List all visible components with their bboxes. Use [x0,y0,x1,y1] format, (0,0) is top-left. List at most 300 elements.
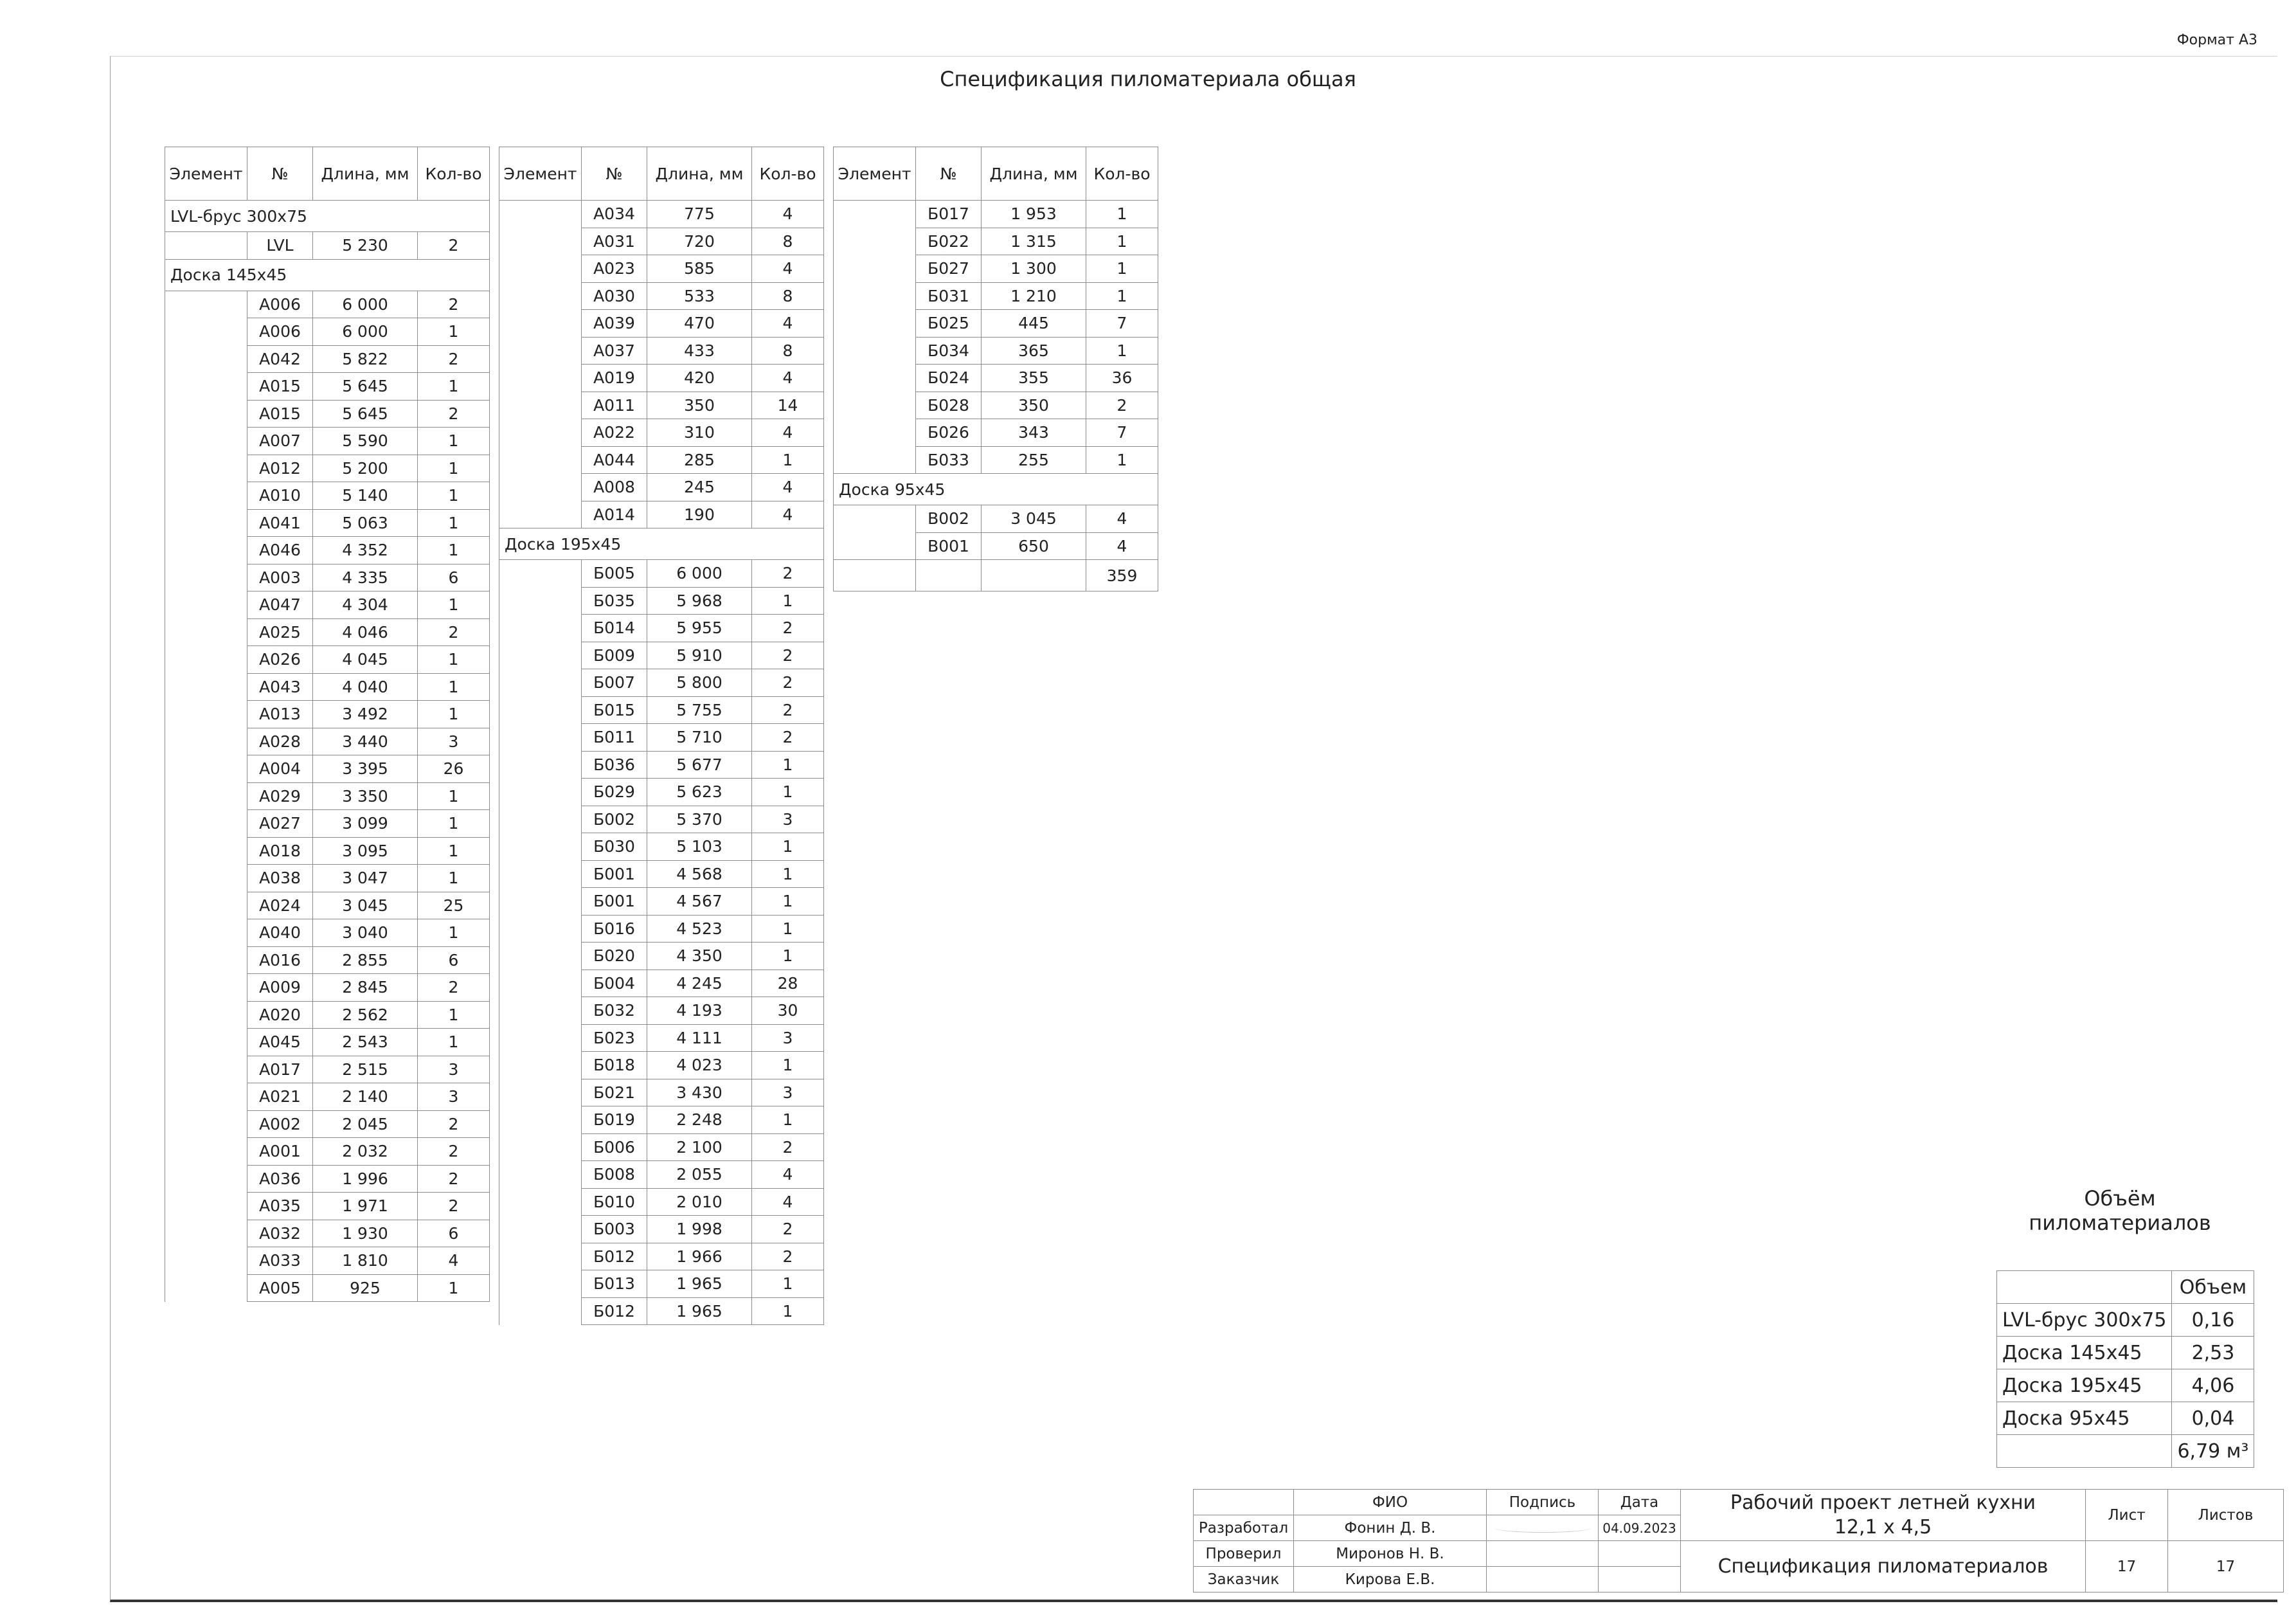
part-length: 2 248 [647,1106,752,1134]
part-length: 1 966 [647,1243,752,1270]
document-title: Спецификация пиломатериала общая [940,67,1356,91]
part-count: 3 [752,806,824,833]
total-empty-cell [916,560,982,591]
part-count: 2 [752,615,824,642]
part-length: 3 350 [313,782,418,810]
part-count: 2 [1086,392,1158,419]
part-count: 2 [752,642,824,669]
volume-value: 2,53 [2172,1337,2254,1369]
part-length: 5 955 [647,615,752,642]
part-count: 1 [418,1001,490,1029]
stamp-customer-sign [1487,1567,1599,1592]
part-length: 5 822 [313,345,418,373]
part-number: Б009 [582,642,647,669]
part-length: 445 [982,310,1086,338]
stamp-sheet-num: 17 [2086,1541,2168,1592]
part-count: 2 [752,560,824,588]
part-number: А034 [582,201,647,228]
volume-total: 6,79 м³ [2172,1435,2254,1468]
part-count: 1 [1086,255,1158,283]
part-count: 1 [752,860,824,888]
part-number: Б012 [582,1243,647,1270]
part-number: Б011 [582,724,647,752]
part-count: 6 [418,946,490,974]
part-count: 1 [752,587,824,615]
part-number: Б019 [582,1106,647,1134]
part-length: 4 335 [313,564,418,591]
volume-row [1997,1337,2254,1369]
column-header: № [247,147,313,201]
part-number: А032 [247,1220,313,1247]
part-count: 3 [418,728,490,755]
part-length: 285 [647,446,752,474]
part-number: Б014 [582,615,647,642]
group-name: Доска 145x45 [165,259,490,291]
volume-value: 4,06 [2172,1369,2254,1402]
part-count: 1 [418,865,490,892]
part-length: 1 996 [313,1165,418,1193]
part-length: 470 [647,310,752,338]
part-count: 3 [418,1056,490,1083]
column-header: Кол-во [752,147,824,201]
part-length: 2 100 [647,1133,752,1161]
part-number: А023 [582,255,647,283]
part-count: 2 [418,291,490,318]
part-number: А006 [247,291,313,318]
part-length: 2 045 [313,1110,418,1138]
volume-row [1997,1304,2254,1337]
volume-value: 0,16 [2172,1304,2254,1337]
part-count: 4 [752,474,824,501]
part-number: Б031 [916,282,982,310]
part-length: 5 755 [647,696,752,724]
part-length: 5 910 [647,642,752,669]
part-length: 190 [647,501,752,528]
part-length: 4 350 [647,943,752,970]
part-number: А002 [247,1110,313,1138]
part-number: А041 [247,509,313,537]
volume-material: Доска 195x45 [1997,1369,2172,1402]
column-header: Кол-во [1086,147,1158,201]
part-number: Б016 [582,915,647,943]
part-number: А027 [247,810,313,838]
part-count: 2 [418,400,490,428]
part-length: 3 045 [313,892,418,919]
part-number: А021 [247,1083,313,1111]
part-length: 3 047 [313,865,418,892]
part-count: 1 [752,1270,824,1298]
part-number: А015 [247,373,313,401]
part-count: 7 [1086,310,1158,338]
volume-corner [1997,1271,2172,1304]
part-count: 1 [1086,228,1158,255]
part-count: 4 [752,201,824,228]
part-number: А037 [582,337,647,365]
part-count: 1 [418,373,490,401]
part-number: Б010 [582,1188,647,1216]
part-count: 1 [752,779,824,806]
part-length: 4 193 [647,997,752,1025]
part-number: А006 [247,318,313,346]
part-number: Б017 [916,201,982,228]
part-length: 4 567 [647,888,752,916]
part-length: 433 [647,337,752,365]
part-number: Б035 [582,587,647,615]
volume-header: Объем [2172,1271,2254,1304]
part-number: Б007 [582,669,647,697]
volume-total-row [1997,1435,2254,1468]
part-count: 1 [752,833,824,861]
part-length: 3 099 [313,810,418,838]
volume-material: LVL-брус 300x75 [1997,1304,2172,1337]
stamp-sheets-total: 17 [2168,1541,2284,1592]
part-number: Б027 [916,255,982,283]
part-number: Б026 [916,419,982,447]
part-length: 1 965 [647,1297,752,1325]
part-number: А013 [247,701,313,728]
table-row [499,201,824,228]
part-count: 1 [752,1052,824,1079]
part-count: 2 [418,618,490,646]
part-count: 1 [418,701,490,728]
part-length: 350 [647,392,752,419]
part-count: 1 [418,782,490,810]
part-count: 6 [418,1220,490,1247]
part-number: Б012 [582,1297,647,1325]
header-row [834,147,1158,201]
part-length: 775 [647,201,752,228]
part-number: Б034 [916,337,982,365]
part-length: 1 965 [647,1270,752,1298]
part-count: 1 [418,591,490,619]
part-length: 585 [647,255,752,283]
part-number: А030 [582,282,647,310]
part-length: 1 210 [982,282,1086,310]
part-count: 1 [418,837,490,865]
group-name: LVL-брус 300x75 [165,201,490,232]
part-length: 4 245 [647,970,752,997]
part-length: 2 515 [313,1056,418,1083]
stamp-col-fio: ФИО [1294,1490,1487,1515]
part-length: 5 645 [313,400,418,428]
part-number: Б008 [582,1161,647,1189]
column-header: № [582,147,647,201]
part-length: 3 045 [982,505,1086,533]
part-length: 4 568 [647,860,752,888]
part-count: 1 [1086,446,1158,474]
part-number: В001 [916,532,982,560]
column-header: Длина, мм [982,147,1086,201]
part-length: 3 095 [313,837,418,865]
part-count: 1 [752,1106,824,1134]
part-count: 4 [752,419,824,447]
part-number: А019 [582,365,647,392]
part-length: 5 645 [313,373,418,401]
part-count: 1 [418,1274,490,1302]
part-length: 4 023 [647,1052,752,1079]
stamp-col-date: Дата [1599,1490,1681,1515]
part-length: 4 352 [313,537,418,564]
column-header: Элемент [499,147,582,201]
part-number: А031 [582,228,647,255]
stamp-project-line1: Рабочий проект летней кухни [1730,1491,2036,1514]
part-number: Б006 [582,1133,647,1161]
part-number: А008 [582,474,647,501]
part-number: А015 [247,400,313,428]
part-length: 925 [313,1274,418,1302]
part-length: 5 230 [313,232,418,260]
volume-value: 0,04 [2172,1402,2254,1435]
part-count: 1 [418,1029,490,1056]
part-length: 6 000 [647,560,752,588]
part-number: Б024 [916,365,982,392]
stamp-sheet-title: Спецификация пиломатериалов [1681,1541,2086,1592]
part-number: В002 [916,505,982,533]
part-length: 255 [982,446,1086,474]
part-length: 5 200 [313,455,418,482]
stamp-sheet-label: Лист [2086,1490,2168,1541]
stamp-signature [1487,1515,1599,1541]
part-count: 4 [752,365,824,392]
part-length: 3 395 [313,755,418,783]
part-length: 4 040 [313,673,418,701]
part-number: Б032 [582,997,647,1025]
part-number: Б023 [582,1024,647,1052]
part-length: 3 492 [313,701,418,728]
part-length: 3 040 [313,919,418,947]
part-count: 1 [418,482,490,510]
part-length: 6 000 [313,291,418,318]
part-length: 2 010 [647,1188,752,1216]
part-number: А024 [247,892,313,919]
part-length: 1 810 [313,1247,418,1275]
part-length: 5 710 [647,724,752,752]
group-name: Доска 195x45 [499,528,824,560]
column-header: Длина, мм [647,147,752,201]
spec-table-3 [833,147,1158,591]
part-count: 1 [1086,201,1158,228]
part-count: 8 [752,228,824,255]
part-number: А017 [247,1056,313,1083]
group-row [165,201,490,232]
part-count: 1 [418,810,490,838]
part-length: 420 [647,365,752,392]
stamp-corner [1194,1490,1294,1515]
element-cell [834,505,916,560]
stamp-project [1681,1490,2086,1541]
part-count: 1 [752,1297,824,1325]
volume-header-row [1997,1271,2254,1304]
volume-title: Объём пиломатериалов [2029,1186,2211,1235]
part-length: 5 103 [647,833,752,861]
part-number: Б036 [582,751,647,779]
part-number: Б002 [582,806,647,833]
part-length: 4 304 [313,591,418,619]
part-count: 1 [752,446,824,474]
part-length: 2 845 [313,974,418,1002]
part-count: 28 [752,970,824,997]
stamp-checked-date [1599,1541,1681,1567]
part-count: 4 [752,501,824,528]
part-count: 1 [418,537,490,564]
part-length: 365 [982,337,1086,365]
part-count: 1 [418,318,490,346]
part-length: 4 111 [647,1024,752,1052]
part-number: А011 [582,392,647,419]
element-cell [499,560,582,1325]
part-length: 2 055 [647,1161,752,1189]
part-count: 8 [752,337,824,365]
part-length: 245 [647,474,752,501]
part-count: 2 [752,724,824,752]
table-row [165,291,490,318]
part-count: 1 [418,428,490,455]
part-number: Б018 [582,1052,647,1079]
part-number: А012 [247,455,313,482]
volume-total-empty [1997,1435,2172,1468]
part-number: Б015 [582,696,647,724]
part-number: А026 [247,646,313,674]
title-block [1193,1489,2284,1592]
part-number: А028 [247,728,313,755]
part-length: 1 930 [313,1220,418,1247]
part-count: 4 [752,1161,824,1189]
part-length: 5 677 [647,751,752,779]
part-count: 1 [418,646,490,674]
table-row [834,201,1158,228]
part-number: Б022 [916,228,982,255]
part-count: 4 [752,1188,824,1216]
part-count: 25 [418,892,490,919]
part-number: А003 [247,564,313,591]
table-row [834,505,1158,533]
total-count: 359 [1086,560,1158,591]
part-number: Б029 [582,779,647,806]
part-length: 2 562 [313,1001,418,1029]
stamp-col-sign: Подпись [1487,1490,1599,1515]
part-number: А009 [247,974,313,1002]
sheet-format-label: Формат А3 [2176,32,2257,48]
table-row [499,560,824,588]
part-number: Б021 [582,1079,647,1106]
stamp-checked-sign [1487,1541,1599,1567]
volume-material: Доска 145x45 [1997,1337,2172,1369]
part-count: 1 [1086,282,1158,310]
part-count: 4 [752,255,824,283]
part-length: 5 623 [647,779,752,806]
part-length: 4 523 [647,915,752,943]
part-length: 720 [647,228,752,255]
part-count: 4 [1086,532,1158,560]
part-number: А005 [247,1274,313,1302]
part-count: 1 [418,455,490,482]
part-count: 26 [418,755,490,783]
part-length: 2 543 [313,1029,418,1056]
part-number: А007 [247,428,313,455]
part-number: LVL [247,232,313,260]
part-number: А029 [247,782,313,810]
part-number: Б030 [582,833,647,861]
part-number: А016 [247,946,313,974]
part-count: 1 [752,943,824,970]
part-number: Б001 [582,860,647,888]
part-length: 2 855 [313,946,418,974]
part-number: Б025 [916,310,982,338]
part-length: 3 430 [647,1079,752,1106]
header-row [499,147,824,201]
part-count: 2 [752,1133,824,1161]
part-count: 2 [752,669,824,697]
total-empty-cell [834,560,916,591]
part-count: 2 [418,345,490,373]
part-number: А033 [247,1247,313,1275]
part-number: Б005 [582,560,647,588]
spec-table-1 [165,147,490,1302]
table-row [165,232,490,260]
part-number: Б013 [582,1270,647,1298]
part-length: 1 998 [647,1216,752,1243]
volume-material: Доска 95x45 [1997,1402,2172,1435]
part-number: А035 [247,1193,313,1220]
column-header: Кол-во [418,147,490,201]
part-count: 1 [418,919,490,947]
stamp-developed-label: Разработал [1194,1515,1294,1541]
part-number: Б028 [916,392,982,419]
part-length: 3 440 [313,728,418,755]
part-length: 343 [982,419,1086,447]
part-count: 30 [752,997,824,1025]
part-length: 350 [982,392,1086,419]
column-header: Длина, мм [313,147,418,201]
volume-table [1996,1270,2254,1468]
part-count: 4 [752,310,824,338]
group-row [499,528,824,560]
part-length: 1 315 [982,228,1086,255]
part-length: 5 140 [313,482,418,510]
part-length: 355 [982,365,1086,392]
part-number: А025 [247,618,313,646]
spec-table-2 [499,147,824,1325]
total-row [834,560,1158,591]
element-cell [834,201,916,474]
stamp-customer-name: Кирова Е.В. [1294,1567,1487,1592]
part-count: 36 [1086,365,1158,392]
part-length: 650 [982,532,1086,560]
part-length: 1 971 [313,1193,418,1220]
stamp-developed-date: 04.09.2023 [1599,1515,1681,1541]
part-count: 1 [418,509,490,537]
part-number: А036 [247,1165,313,1193]
part-length: 310 [647,419,752,447]
part-number: А040 [247,919,313,947]
part-number: А043 [247,673,313,701]
stamp-project-line2: 12,1 х 4,5 [1834,1515,1932,1538]
part-count: 4 [418,1247,490,1275]
part-length: 2 032 [313,1138,418,1166]
part-count: 3 [418,1083,490,1111]
part-number: А018 [247,837,313,865]
part-length: 1 300 [982,255,1086,283]
part-count: 1 [752,915,824,943]
part-count: 2 [418,232,490,260]
part-number: Б004 [582,970,647,997]
part-length: 4 046 [313,618,418,646]
part-length: 5 968 [647,587,752,615]
part-number: А046 [247,537,313,564]
part-count: 2 [752,696,824,724]
part-number: А020 [247,1001,313,1029]
part-length: 5 590 [313,428,418,455]
